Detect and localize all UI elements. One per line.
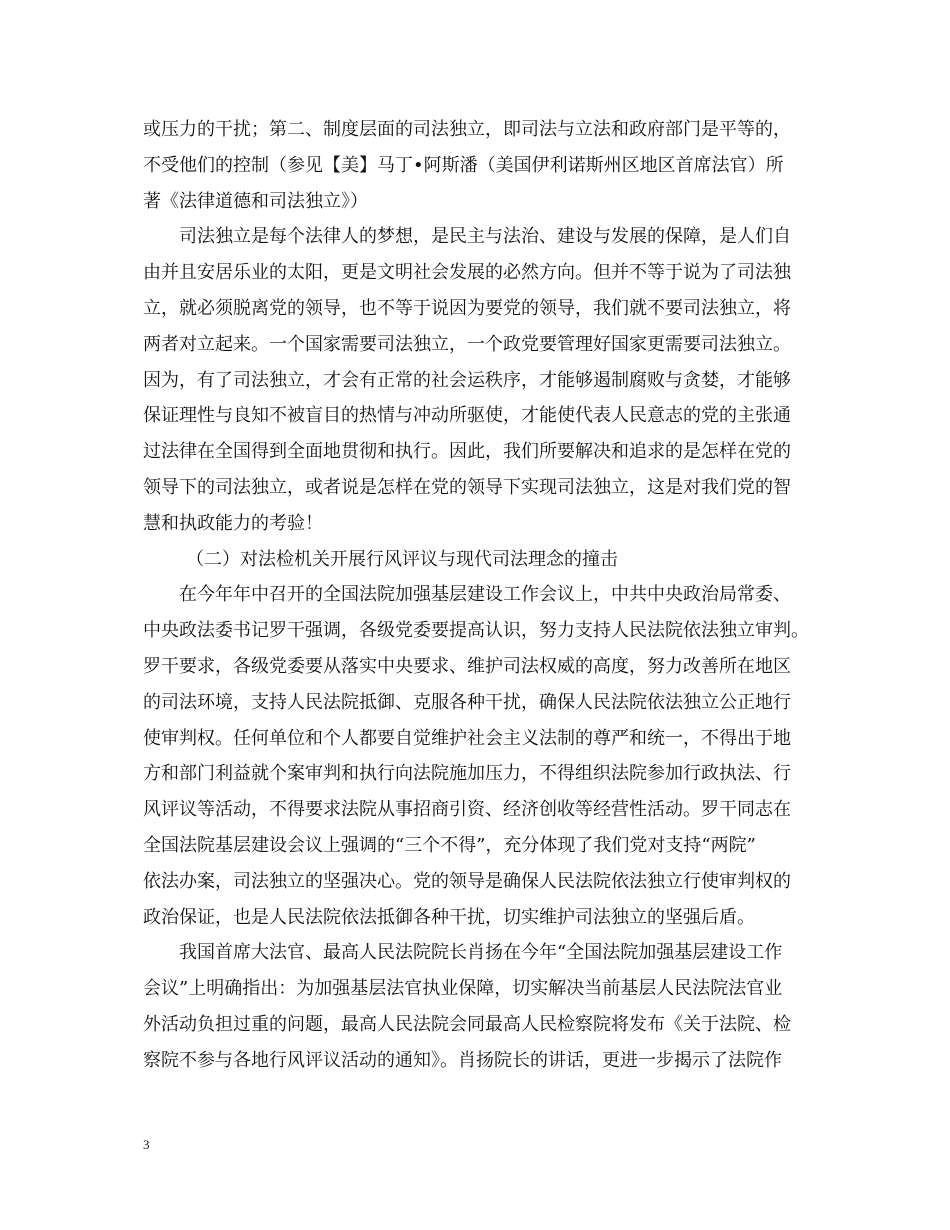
text-line: 由并且安居乐业的太阳，更是文明社会发展的必然方向。但并不等于说为了司法独 (143, 262, 791, 284)
text-line: 外活动负担过重的问题，最高人民法院会同最高人民检察院将发布《关于法院、检 (143, 1013, 791, 1035)
text-line: 两者对立起来。一个国家需要司法独立，一个政党要管理好国家更需要司法独立。 (143, 333, 791, 355)
text-line: 察院不参与各地行风评议活动的通知》。肖扬院长的讲话，更进一步揭示了法院作 (143, 1049, 782, 1071)
text-line: 过法律在全国得到全面地贯彻和执行。因此，我们所要解决和追求的是怎样在党的 (143, 441, 791, 463)
text-line: 风评议等活动，不得要求法院从事招商引资、经济创收等经营性活动。罗干同志在 (143, 799, 791, 821)
text-line: 政治保证，也是人民法院依法抵御各种干扰，切实维护司法独立的坚强后盾。 (143, 906, 755, 928)
text-line: 使审判权。任何单位和个人都要自觉维护社会主义法制的尊严和统一，不得出于地 (143, 727, 791, 749)
text-line: 在今年年中召开的全国法院加强基层建设工作会议上，中共中央政治局常委、 (179, 584, 791, 606)
text-line: 或压力的干扰；第二、制度层面的司法独立，即司法与立法和政府部门是平等的， (143, 119, 791, 140)
page-number: 3 (143, 1137, 150, 1152)
text-line: 罗干要求，各级党委要从落实中央要求、维护司法权威的高度，努力改善所在地区 (143, 655, 791, 677)
text-line: 依法办案，司法独立的坚强决心。党的领导是确保人民法院依法独立行使审判权的 (143, 870, 791, 892)
text-line: 方和部门利益就个案审判和执行向法院施加压力，不得组织法院参加行政执法、行 (143, 763, 791, 785)
text-line: 我国首席大法官、最高人民法院院长肖扬在今年“全国法院加强基层建设工作 (179, 942, 783, 964)
text-line: 不受他们的控制（参见【美】马丁•阿斯潘（美国伊利诺斯州区地区首席法官）所 (143, 154, 784, 176)
text-line: 全国法院基层建设会议上强调的“三个不得”，充分体现了我们党对支持“两院” (143, 834, 756, 856)
text-line: 会议”上明确指出：为加强基层法官执业保障，切实解决当前基层人民法院法官业 (143, 978, 783, 1000)
text-line: 慧和执政能力的考验！ (143, 512, 323, 534)
text-line: 保证理性与良知不被盲目的热情与冲动所驱使，才能使代表人民意志的党的主张通 (143, 405, 791, 427)
section-heading: （二）对法检机关开展行风评议与现代司法理念的撞击 (186, 548, 618, 570)
text-line: 中央政法委书记罗干强调，各级党委要提高认识，努力支持人民法院依法独立审判。 (143, 620, 809, 642)
text-line: 领导下的司法独立，或者说是怎样在党的领导下实现司法独立，这是对我们党的智 (143, 476, 791, 498)
body-text (143, 112, 808, 1079)
text-line: 的司法环境，支持人民法院抵御、克服各种干扰，确保人民法院依法独立公正地行 (143, 691, 791, 713)
text-line: 著《法律道德和司法独立》） (143, 190, 368, 212)
text-line: 司法独立是每个法律人的梦想，是民主与法治、建设与发展的保障，是人们自 (179, 226, 791, 248)
text-line: 因为，有了司法独立，才会有正常的社会运秩序，才能够遏制腐败与贪婪，才能够 (143, 369, 791, 391)
text-line: 立，就必须脱离党的领导，也不等于说因为要党的领导，我们就不要司法独立，将 (143, 297, 791, 319)
